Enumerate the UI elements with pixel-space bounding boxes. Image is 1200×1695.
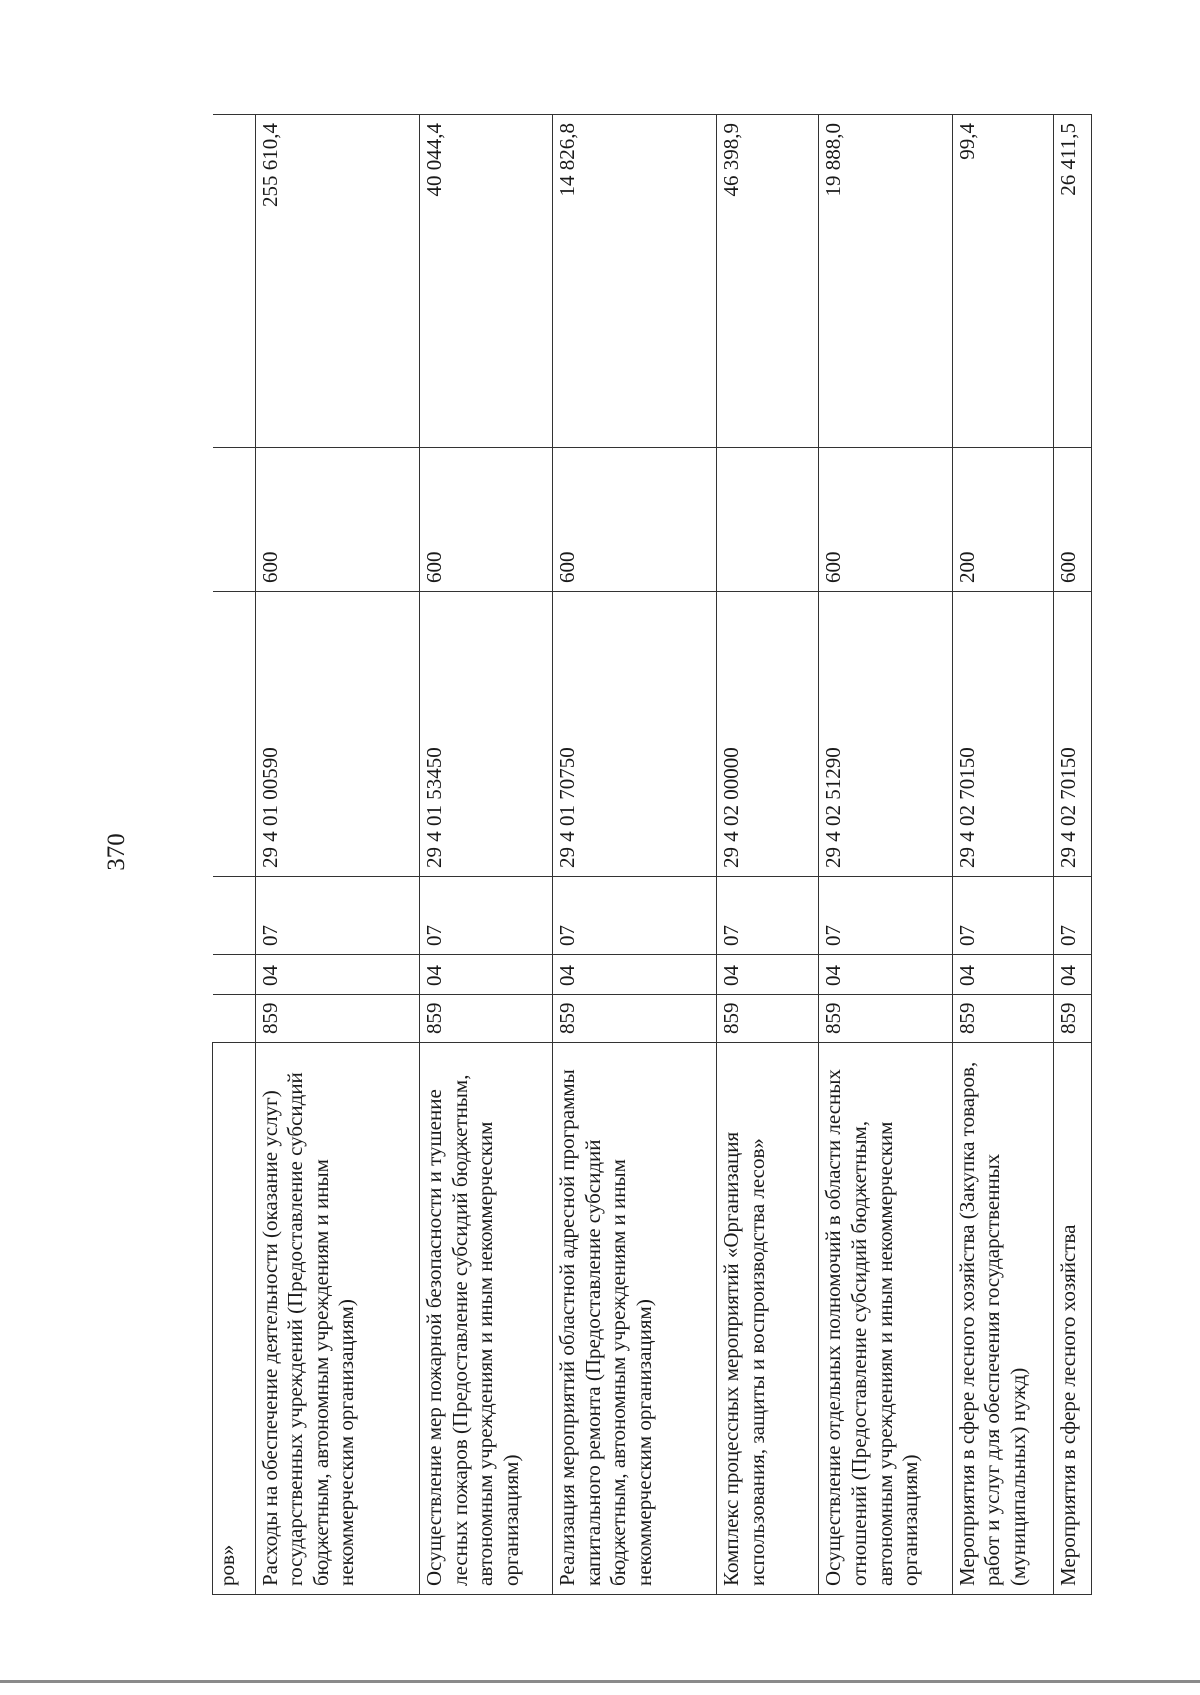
- rotated-table-container: [212, 115, 1092, 1595]
- continuation-text: ров»: [213, 1043, 256, 1595]
- row-grbs: 859: [419, 995, 552, 1043]
- row-target-article: 29 4 01 53450: [419, 592, 552, 877]
- row-amount: 19 888,0: [819, 115, 952, 448]
- row-section: 04: [255, 955, 419, 995]
- row-amount: 46 398,9: [717, 115, 819, 448]
- row-expense-type: 600: [1054, 448, 1092, 592]
- table-row: [1054, 115, 1092, 1595]
- row-grbs: 859: [717, 995, 819, 1043]
- table-row: [819, 115, 952, 1595]
- row-target-article: 29 4 01 00590: [255, 592, 419, 877]
- row-grbs: 859: [952, 995, 1054, 1043]
- row-expense-type: 600: [819, 448, 952, 592]
- row-subsection: 07: [717, 877, 819, 955]
- row-name: Расходы на обеспечение деятельности (оказание услуг) государственных учреждений (Предоставление субсидий бюджетным, автономным учреждениям и иным некоммерческим организациям): [255, 1043, 419, 1595]
- row-subsection: 07: [255, 877, 419, 955]
- table-cell-empty: [213, 877, 256, 955]
- row-subsection: 07: [553, 877, 717, 955]
- table-row: [717, 115, 819, 1595]
- row-name: Реализация мероприятий областной адресной программы капитального ремонта (Предоставление субсидий бюджетным, автономным учреждениям и иным некоммерческим организациям): [553, 1043, 717, 1595]
- row-target-article: 29 4 02 70150: [1054, 592, 1092, 877]
- row-section: 04: [952, 955, 1054, 995]
- row-subsection: 07: [952, 877, 1054, 955]
- row-subsection: 07: [419, 877, 552, 955]
- row-target-article: 29 4 02 00000: [717, 592, 819, 877]
- table-row: [553, 115, 717, 1595]
- row-expense-type: 600: [553, 448, 717, 592]
- row-expense-type: 600: [255, 448, 419, 592]
- table-row: [419, 115, 552, 1595]
- budget-table: [212, 114, 1092, 1595]
- row-subsection: 07: [819, 877, 952, 955]
- row-expense-type: 600: [419, 448, 552, 592]
- row-expense-type: 200: [952, 448, 1054, 592]
- row-amount: 26 411,5: [1054, 115, 1092, 448]
- row-grbs: 859: [1054, 995, 1092, 1043]
- row-expense-type: [717, 448, 819, 592]
- row-section: 04: [819, 955, 952, 995]
- row-name: Комплекс процессных мероприятий «Организация использования, защиты и воспроизводства лесов»: [717, 1043, 819, 1595]
- row-target-article: 29 4 02 51290: [819, 592, 952, 877]
- row-section: 04: [717, 955, 819, 995]
- row-section: 04: [1054, 955, 1092, 995]
- page-number: 370: [103, 833, 130, 871]
- table-cell-empty: [213, 115, 256, 448]
- row-name: Осуществление мер пожарной безопасности и тушение лесных пожаров (Предоставление субсидий бюджетным, автономным учреждениям и иным некоммерческим организациям): [419, 1043, 552, 1595]
- row-target-article: 29 4 01 70750: [553, 592, 717, 877]
- table-row: [952, 115, 1054, 1595]
- table-cell-empty: [213, 592, 256, 877]
- row-amount: 99,4: [952, 115, 1054, 448]
- row-grbs: 859: [819, 995, 952, 1043]
- row-section: 04: [553, 955, 717, 995]
- row-name: Осуществление отдельных полномочий в области лесных отношений (Предоставление субсидий бюджетным, автономным учреждениям и иным некоммерческим организациям): [819, 1043, 952, 1595]
- row-section: 04: [419, 955, 552, 995]
- row-amount: 14 826,8: [553, 115, 717, 448]
- row-name: Мероприятия в сфере лесного хозяйства: [1054, 1043, 1092, 1595]
- row-amount: 40 044,4: [419, 115, 552, 448]
- table-row: [255, 115, 419, 1595]
- table-cell-empty: [213, 955, 256, 995]
- row-target-article: 29 4 02 70150: [952, 592, 1054, 877]
- table-cell-empty: [213, 995, 256, 1043]
- page-bottom-rule: [0, 1680, 1200, 1683]
- row-subsection: 07: [1054, 877, 1092, 955]
- table-cell-empty: [213, 448, 256, 592]
- row-name: Мероприятия в сфере лесного хозяйства (Закупка товаров, работ и услуг для обеспечения государственных (муниципальных) нужд): [952, 1043, 1054, 1595]
- row-grbs: 859: [255, 995, 419, 1043]
- row-amount: 255 610,4: [255, 115, 419, 448]
- row-grbs: 859: [553, 995, 717, 1043]
- table-row-continuation: [213, 115, 256, 1595]
